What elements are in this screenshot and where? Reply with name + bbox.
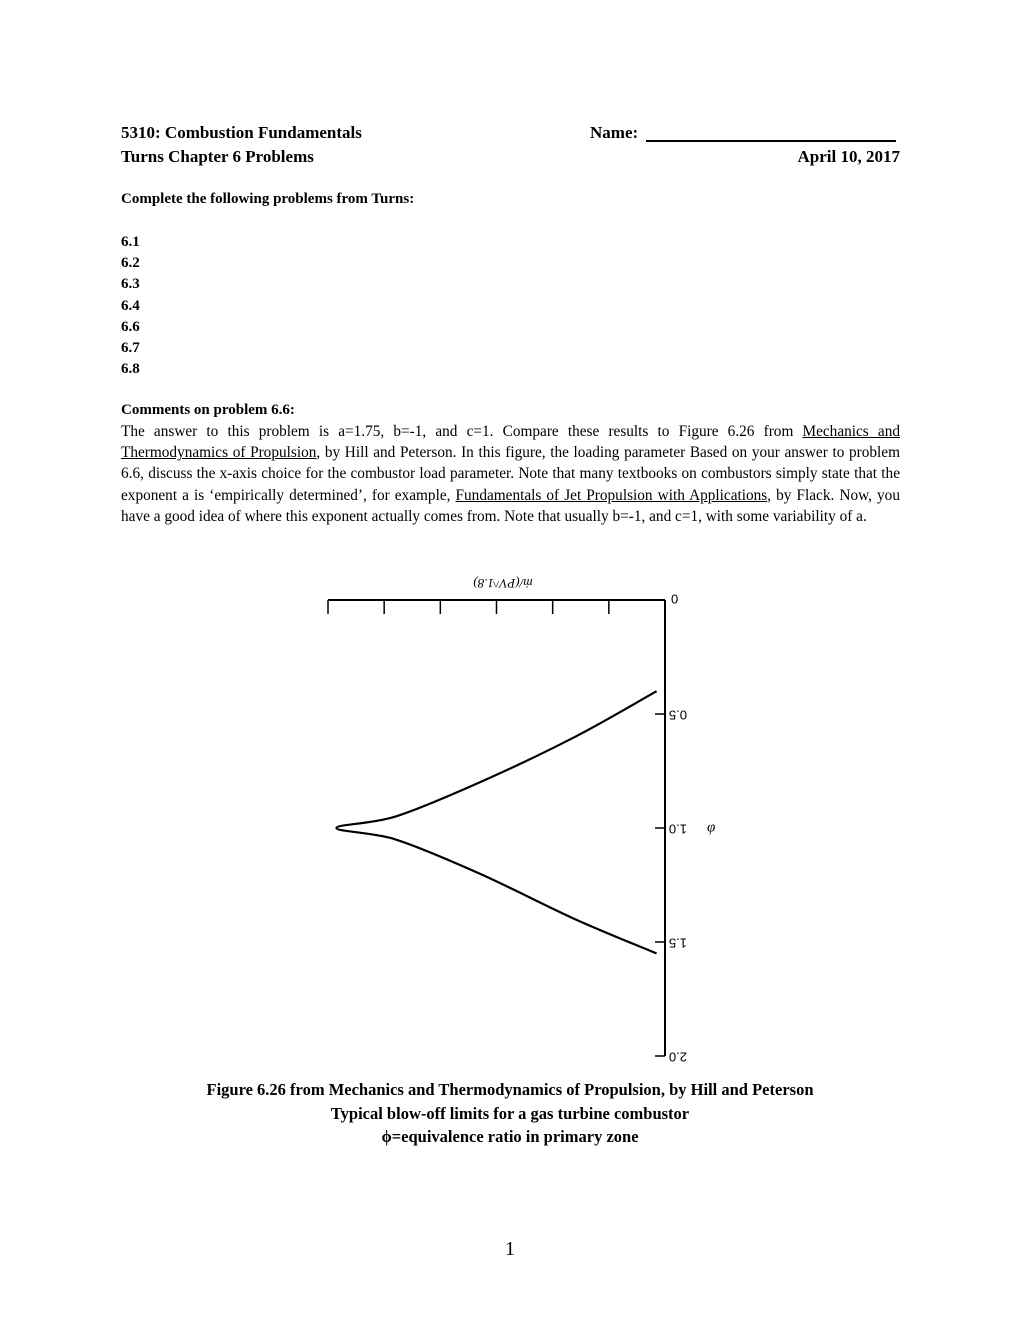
name-underline: [646, 140, 896, 142]
phi-tick-label: 0.5: [668, 707, 687, 723]
page-number: 1: [505, 1238, 515, 1260]
caption-line-2: Typical blow-off limits for a gas turbine combustor: [330, 1103, 690, 1123]
loading-axis-label: ṁ/(PV^1.8): [473, 576, 533, 592]
comments-paragraph: [121, 421, 900, 527]
phi-tick-label: 0: [671, 591, 679, 607]
problem-list: [121, 232, 140, 380]
comments-text-3: , by Flack. Now, you have a good idea of where this exponent actually comes from. Note that usually b=-1, and c=1, with some variability of a.: [121, 486, 900, 525]
phi-tick-label: 2.0: [668, 1049, 687, 1065]
problem-item: 6.2: [121, 255, 140, 272]
name-label: Name:: [590, 123, 639, 142]
book-title-flack: Fundamentals of Jet Propulsion with Applications: [455, 486, 768, 504]
caption-line-3: ϕ=equivalence ratio in primary zone: [381, 1127, 639, 1146]
phi-tick-label: 1.0: [668, 821, 687, 837]
date: April 10, 2017: [797, 147, 900, 166]
figure-caption: [0, 1078, 1020, 1149]
comments-heading: Comments on problem 6.6:: [121, 402, 295, 418]
problem-item: 6.1: [121, 234, 140, 250]
problem-item: 6.4: [121, 297, 140, 314]
phi-axis-label: φ: [707, 819, 716, 836]
chart-plot-area: [328, 576, 715, 1065]
instructions: Complete the following problems from Turns:: [121, 191, 415, 207]
blowoff-chart: [320, 570, 740, 1070]
comments-text-2: , by Hill and Peterson. In this figure, the loading parameter Based on your answer to problem 6.6, discuss the x-axis choice for the combustor load parameter. Note that many textbooks on combustors simply state that the exponent a is ‘empirically determined’, for example,: [121, 444, 900, 504]
course-title: 5310: Combustion Fundamentals: [121, 123, 362, 142]
chapter-title: Turns Chapter 6 Problems: [121, 147, 314, 166]
comments-text-1: The answer to this problem is a=1.75, b=-1, and c=1. Compare these results to Figure 6.26 from: [121, 423, 803, 440]
problem-item: 6.8: [121, 361, 140, 378]
problem-item: 6.3: [121, 276, 140, 293]
problem-item: 6.7: [121, 339, 140, 356]
problem-item: 6.6: [121, 318, 140, 335]
blowoff-curve: [336, 691, 656, 953]
book-title-hill-peterson: Mechanics and Thermodynamics of Propulsion: [121, 423, 900, 462]
phi-tick-label: 1.5: [668, 935, 687, 951]
caption-line-1: Figure 6.26 from Mechanics and Thermodynamics of Propulsion, by Hill and Peterson: [206, 1080, 814, 1099]
